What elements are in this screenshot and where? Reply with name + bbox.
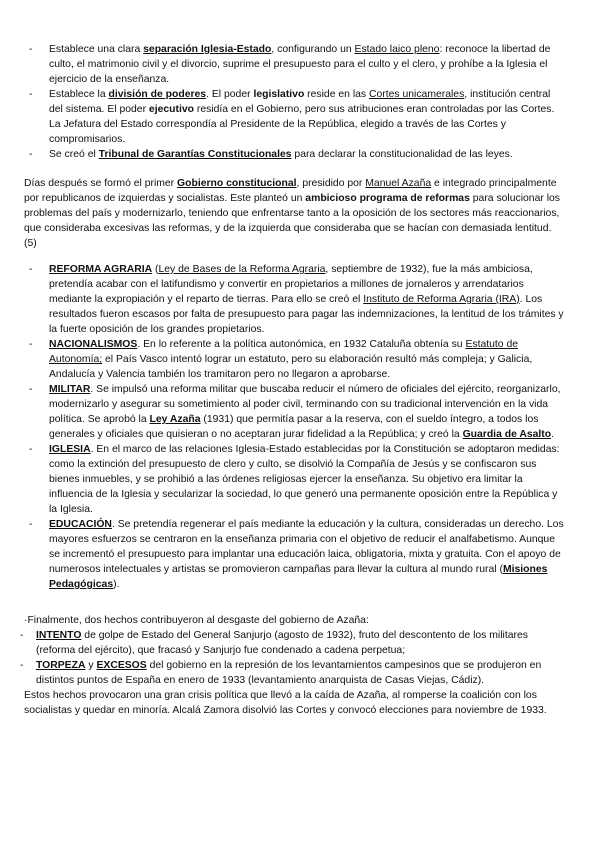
key-term: TORPEZA	[36, 660, 86, 671]
list-item-coup-attempt	[0, 628, 600, 658]
list-item-church	[0, 442, 600, 517]
key-term: NACIONALISMOS	[49, 339, 138, 350]
bullet-dash: -	[29, 89, 33, 100]
list-item-repression	[0, 658, 600, 688]
item-text: Establece una clara separación Iglesia-Estado, configurando un Estado laico pleno: reconoce la libertad de culto, el matrimonio civil y el divorcio, suprime el presupuesto para el culto y el clero, y prohíbe a la Iglesia el ejercicio de la enseñanza.	[49, 44, 551, 85]
reforms-list	[0, 262, 600, 592]
underlined-term: Estado laico pleno	[354, 44, 440, 55]
key-term: INTENTO	[36, 630, 82, 641]
item-text: TORPEZA y EXCESOS del gobierno en la represión de los levantamientos campesinos que se produjeron en distintos puntos de España en enero de 1933 (levantamiento anarquista de Casas Viejas, Cádiz).	[36, 660, 542, 686]
item-text: IGLESIA. En el marco de las relaciones Iglesia-Estado establecidas por la Constitución se adoptaron medidas: como la extinción del presupuesto de clero y culto, se disolvió la Compañía de Jesús y se confiscaron sus bienes inmuebles, y se prohibió a las órdenes religiosas ejercer la enseñanza. Su objetivo era limitar la influencia de la Iglesia y secularizar la sociedad, lo que generó una permanente oposición entre la República y la Iglesia.	[49, 444, 560, 515]
government-paragraph: Días después se formó el primer Gobierno constitucional, presidido por Manuel Azaña e integrado principalmente por republicanos de izquierdas y socialistas. Este planteó un ambicioso programa de reformas para solucionar los problemas del país y modernizarlo, teniendo que enfrentarse tanto a la oposición de los sectores más reaccionarios, que consideraba excesivas las reformas, y de la izquierda que consideraba que se hacían con demasiada lentitud. (5)	[24, 178, 560, 249]
item-text: REFORMA AGRARIA (Ley de Bases de la Reforma Agraria, septiembre de 1932), fue la más ambiciosa, pretendía acabar con el latifundismo y convertir en propietarios a millones de jornaleros y arrendatarios mediante la expropiación y el reparto de tierras. Para ello se creó el Instituto de Reforma Agraria (IRA). Los resultados fueron escasos por falta de presupuesto para pagar las indemnizaciones, la lentitud de los trámites y la fuerte oposición de los grandes propietarios.	[49, 264, 564, 335]
final-events-section	[0, 613, 600, 688]
bullet-dash: -	[20, 660, 24, 671]
underlined-term: Manuel Azaña	[365, 178, 432, 189]
list-item-agrarian-reform	[0, 262, 600, 337]
bold-term: ambicioso programa de reformas	[305, 193, 470, 204]
key-term: EXCESOS	[96, 660, 147, 671]
key-term: división de poderes	[108, 89, 207, 100]
key-term: IGLESIA	[49, 444, 91, 455]
bullet-dash: -	[29, 339, 33, 350]
bold-term: legislativo	[253, 89, 305, 100]
item-text: EDUCACIÓN. Se pretendía regenerar el país mediante la educación y la cultura, consideradas un derecho. Los mayores esfuerzos se centraron en la enseñanza primaria con el objetivo de reducir el analfabetismo. Aunque se incrementó el presupuesto para implantar una educación laica, obligatoria, mixta y gratuita. Con el apoyo de numerosos intelectuales y artistas se promovieron campañas para llevar la cultura al mundo rural (Misiones Pedagógicas).	[49, 519, 564, 590]
list-item-military	[0, 382, 600, 442]
bullet-dash: -	[29, 519, 33, 530]
conclusion-paragraph: Estos hechos provocaron una gran crisis política que llevó a la caída de Azaña, al romperse la coalición con los socialistas y quedar en minoría. Alcalá Zamora disolvió las Cortes y convocó elecciones para noviembre de 1933.	[24, 690, 547, 716]
bullet-dash: -	[20, 630, 24, 641]
underlined-term: Estatuto de Autonomía;	[49, 339, 519, 365]
key-term: REFORMA AGRARIA	[49, 264, 153, 275]
item-text: Se creó el Tribunal de Garantías Constitucionales para declarar la constitucionalidad de las leyes.	[49, 149, 513, 160]
constitution-features-list	[0, 42, 600, 162]
item-text: INTENTO de golpe de Estado del General Sanjurjo (agosto de 1932), fruto del descontento de los militares (reforma del ejército), que fracasó y Sanjurjo fue condenado a cadena perpetua;	[36, 630, 528, 656]
underlined-term: Ley de Bases de la Reforma Agraria	[158, 264, 326, 275]
bullet-dash: -	[29, 264, 33, 275]
bold-term: ejecutivo	[148, 104, 194, 115]
bullet-dash: -	[29, 384, 33, 395]
list-item-tribunal	[0, 147, 600, 162]
key-term: Gobierno constitucional	[177, 178, 297, 189]
key-term: Tribunal de Garantías Constitucionales	[98, 149, 292, 160]
key-term: separación Iglesia-Estado	[143, 44, 272, 55]
bullet-dash: -	[29, 44, 33, 55]
section-intro: ·Finalmente, dos hechos contribuyeron al desgaste del gobierno de Azaña:	[24, 615, 369, 626]
list-item-education	[0, 517, 600, 592]
key-term: MILITAR	[49, 384, 91, 395]
underlined-term: Instituto de Reforma Agraria (IRA)	[363, 294, 520, 305]
key-term: Guardia de Asalto	[462, 429, 552, 440]
list-item-division-of-powers	[0, 87, 600, 147]
key-term: Ley Azaña	[149, 414, 201, 425]
list-item-nationalisms	[0, 337, 600, 382]
key-term: EDUCACIÓN	[49, 519, 112, 530]
list-item-laicism	[0, 42, 600, 87]
bullet-dash: -	[29, 444, 33, 455]
bullet-dash: -	[29, 149, 33, 160]
item-text: Establece la división de poderes. El poder legislativo reside en las Cortes unicamerales, institución central del sistema. El poder ejecutivo residía en el Gobierno, pero sus atribuciones eran controladas por las Cortes. La Jefatura del Estado correspondía al Presidente de la República, elegido a través de las Cortes y compromisarios.	[49, 89, 555, 145]
item-text: NACIONALISMOS. En lo referente a la política autonómica, en 1932 Cataluña obtenía su Estatuto de Autonomía; el País Vasco intentó lograr un estatuto, pero su elaboración resultó más compleja; y Galicia, Andalucía y Valencia también los tramitaron pero no llegaron a aprobarse.	[49, 339, 533, 380]
key-term: Misiones Pedagógicas	[49, 564, 548, 590]
underlined-term: Cortes unicamerales	[369, 89, 465, 100]
item-text: MILITAR. Se impulsó una reforma militar que buscaba reducir el número de oficiales del ejército, reorganizarlo, modernizarlo y asegurar su sometimiento al poder civil, terminando con su tradicional intervención en la vida política. Se aprobó la Ley Azaña (1931) que permitía pasar a la reserva, con el sueldo íntegro, a todos los generales y oficiales que quisieran o no aceptaran jurar fidelidad a la República; y creó la Guardia de Asalto.	[49, 384, 561, 440]
